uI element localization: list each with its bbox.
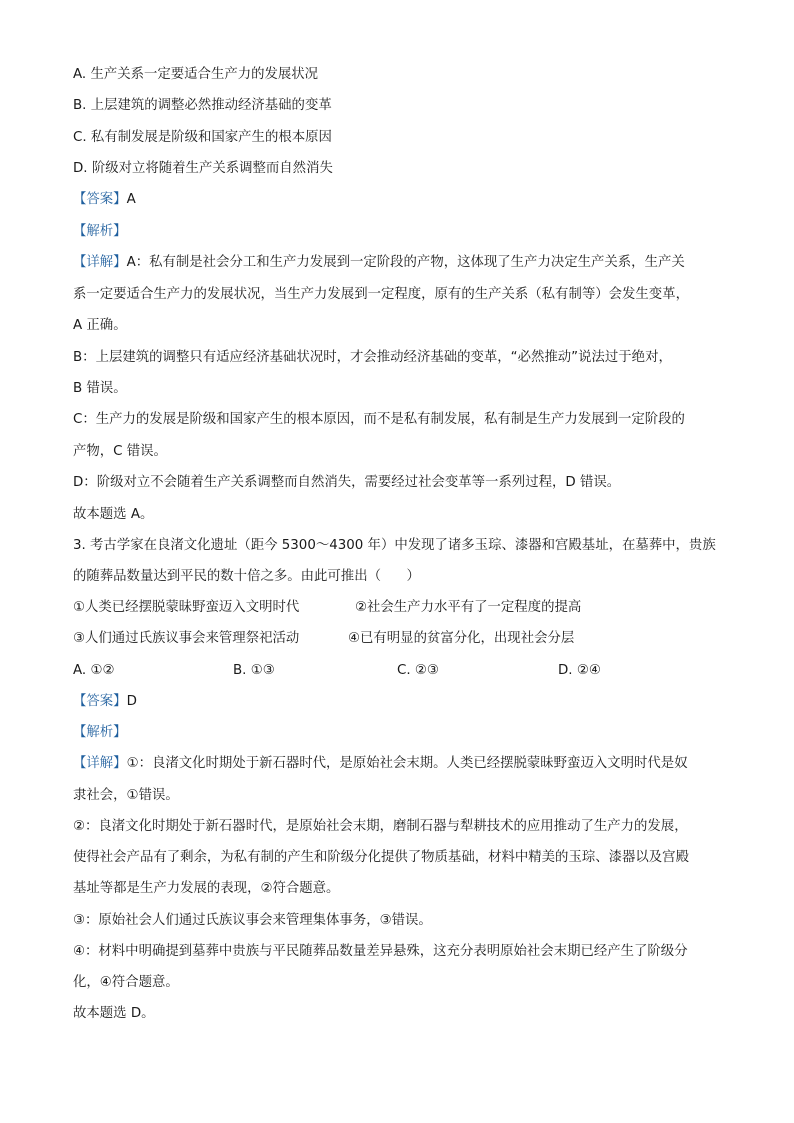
- answer-value: A: [126, 192, 136, 207]
- conclusion-line: 故本题选 D。: [73, 1006, 155, 1021]
- detail-line: ③：原始社会人们通过氏族议事会来管理集体事务，③错误。: [73, 913, 432, 928]
- statement-2: ②社会生产力水平有了一定程度的提高: [355, 600, 582, 615]
- detail-line: ④：材料中明确提到墓葬中贵族与平民随葬品数量差异悬殊，这充分表明原始社会末期已经产生了阶级分: [73, 944, 688, 959]
- option-d: D. 阶级对立将随着生产关系调整而自然消失: [73, 161, 333, 176]
- detail-line: 使得社会产品有了剩余，为私有制的产生和阶级分化提供了物质基础，材料中精美的玉琮、漆器以及宫殿: [73, 850, 689, 865]
- detail-line: 基址等都是生产力发展的表现，②符合题意。: [73, 881, 340, 896]
- detail-tag: 【详解】: [73, 756, 127, 771]
- answer-tag: 【答案】: [73, 192, 127, 207]
- detail-line: 隶社会，①错误。: [73, 788, 179, 803]
- option-a: A. 生产关系一定要适合生产力的发展状况: [73, 67, 319, 82]
- detail-line: ②：良渚文化时期处于新石器时代，是原始社会末期，磨制石器与犁耕技术的应用推动了生产力的发展，: [73, 819, 688, 834]
- statement-1: ①人类已经摆脱蒙昧野蛮迈入文明时代: [73, 600, 300, 615]
- answer-value: D: [126, 694, 137, 709]
- detail-line: 化，④符合题意。: [73, 975, 179, 990]
- conclusion-line: 故本题选 A。: [73, 507, 154, 522]
- detail-line: 产物，C 错误。: [73, 444, 167, 459]
- answer-line: [73, 193, 136, 206]
- statement-4: ④已有明显的贫富分化，出现社会分层: [348, 631, 575, 646]
- question-stem: 的随葬品数量达到平民的数十倍之多。由此可推出（ ）: [73, 569, 420, 584]
- detail-line: C：生产力的发展是阶级和国家产生的根本原因，而不是私有制发展，私有制是生产力发展到一定阶段的: [73, 412, 685, 427]
- analysis-tag: 【解析】: [73, 725, 127, 740]
- option-b: B. 上层建筑的调整必然推动经济基础的变革: [73, 98, 332, 113]
- detail-line: 【详解】①：良渚文化时期处于新石器时代，是原始社会末期。人类已经摆脱蒙昧野蛮迈入文明时代是奴: [73, 756, 688, 771]
- question-stem: 3. 考古学家在良渚文化遗址（距今 5300～4300 年）中发现了诸多玉琮、漆器和宫殿基址，在墓葬中，贵族: [73, 538, 716, 553]
- choice-a: A. ①②: [73, 663, 115, 678]
- statement-3: ③人们通过氏族议事会来管理祭祀活动: [73, 631, 300, 646]
- detail-line: B 错误。: [73, 381, 127, 396]
- detail-tag: 【详解】: [73, 255, 127, 270]
- choice-c: C. ②③: [397, 663, 439, 678]
- detail-line: A 正确。: [73, 318, 127, 333]
- answer-line: [73, 695, 137, 708]
- detail-line: D：阶级对立不会随着生产关系调整而自然消失，需要经过社会变革等一系列过程，D 错误。: [73, 475, 621, 490]
- choice-d: D. ②④: [558, 663, 601, 678]
- detail-line: 系一定要适合生产力的发展状况，当生产力发展到一定程度，原有的生产关系（私有制等）会发生变革，: [73, 287, 689, 302]
- detail-line: 【详解】A：私有制是社会分工和生产力发展到一定阶段的产物，这体现了生产力决定生产关系，生产关: [73, 255, 685, 270]
- option-c: C. 私有制发展是阶级和国家产生的根本原因: [73, 130, 332, 145]
- choice-b: B. ①③: [233, 663, 275, 678]
- analysis-tag: 【解析】: [73, 224, 127, 239]
- detail-line: B：上层建筑的调整只有适应经济基础状况时，才会推动经济基础的变革，“必然推动”说法过于绝对，: [73, 350, 672, 365]
- answer-tag: 【答案】: [73, 694, 127, 709]
